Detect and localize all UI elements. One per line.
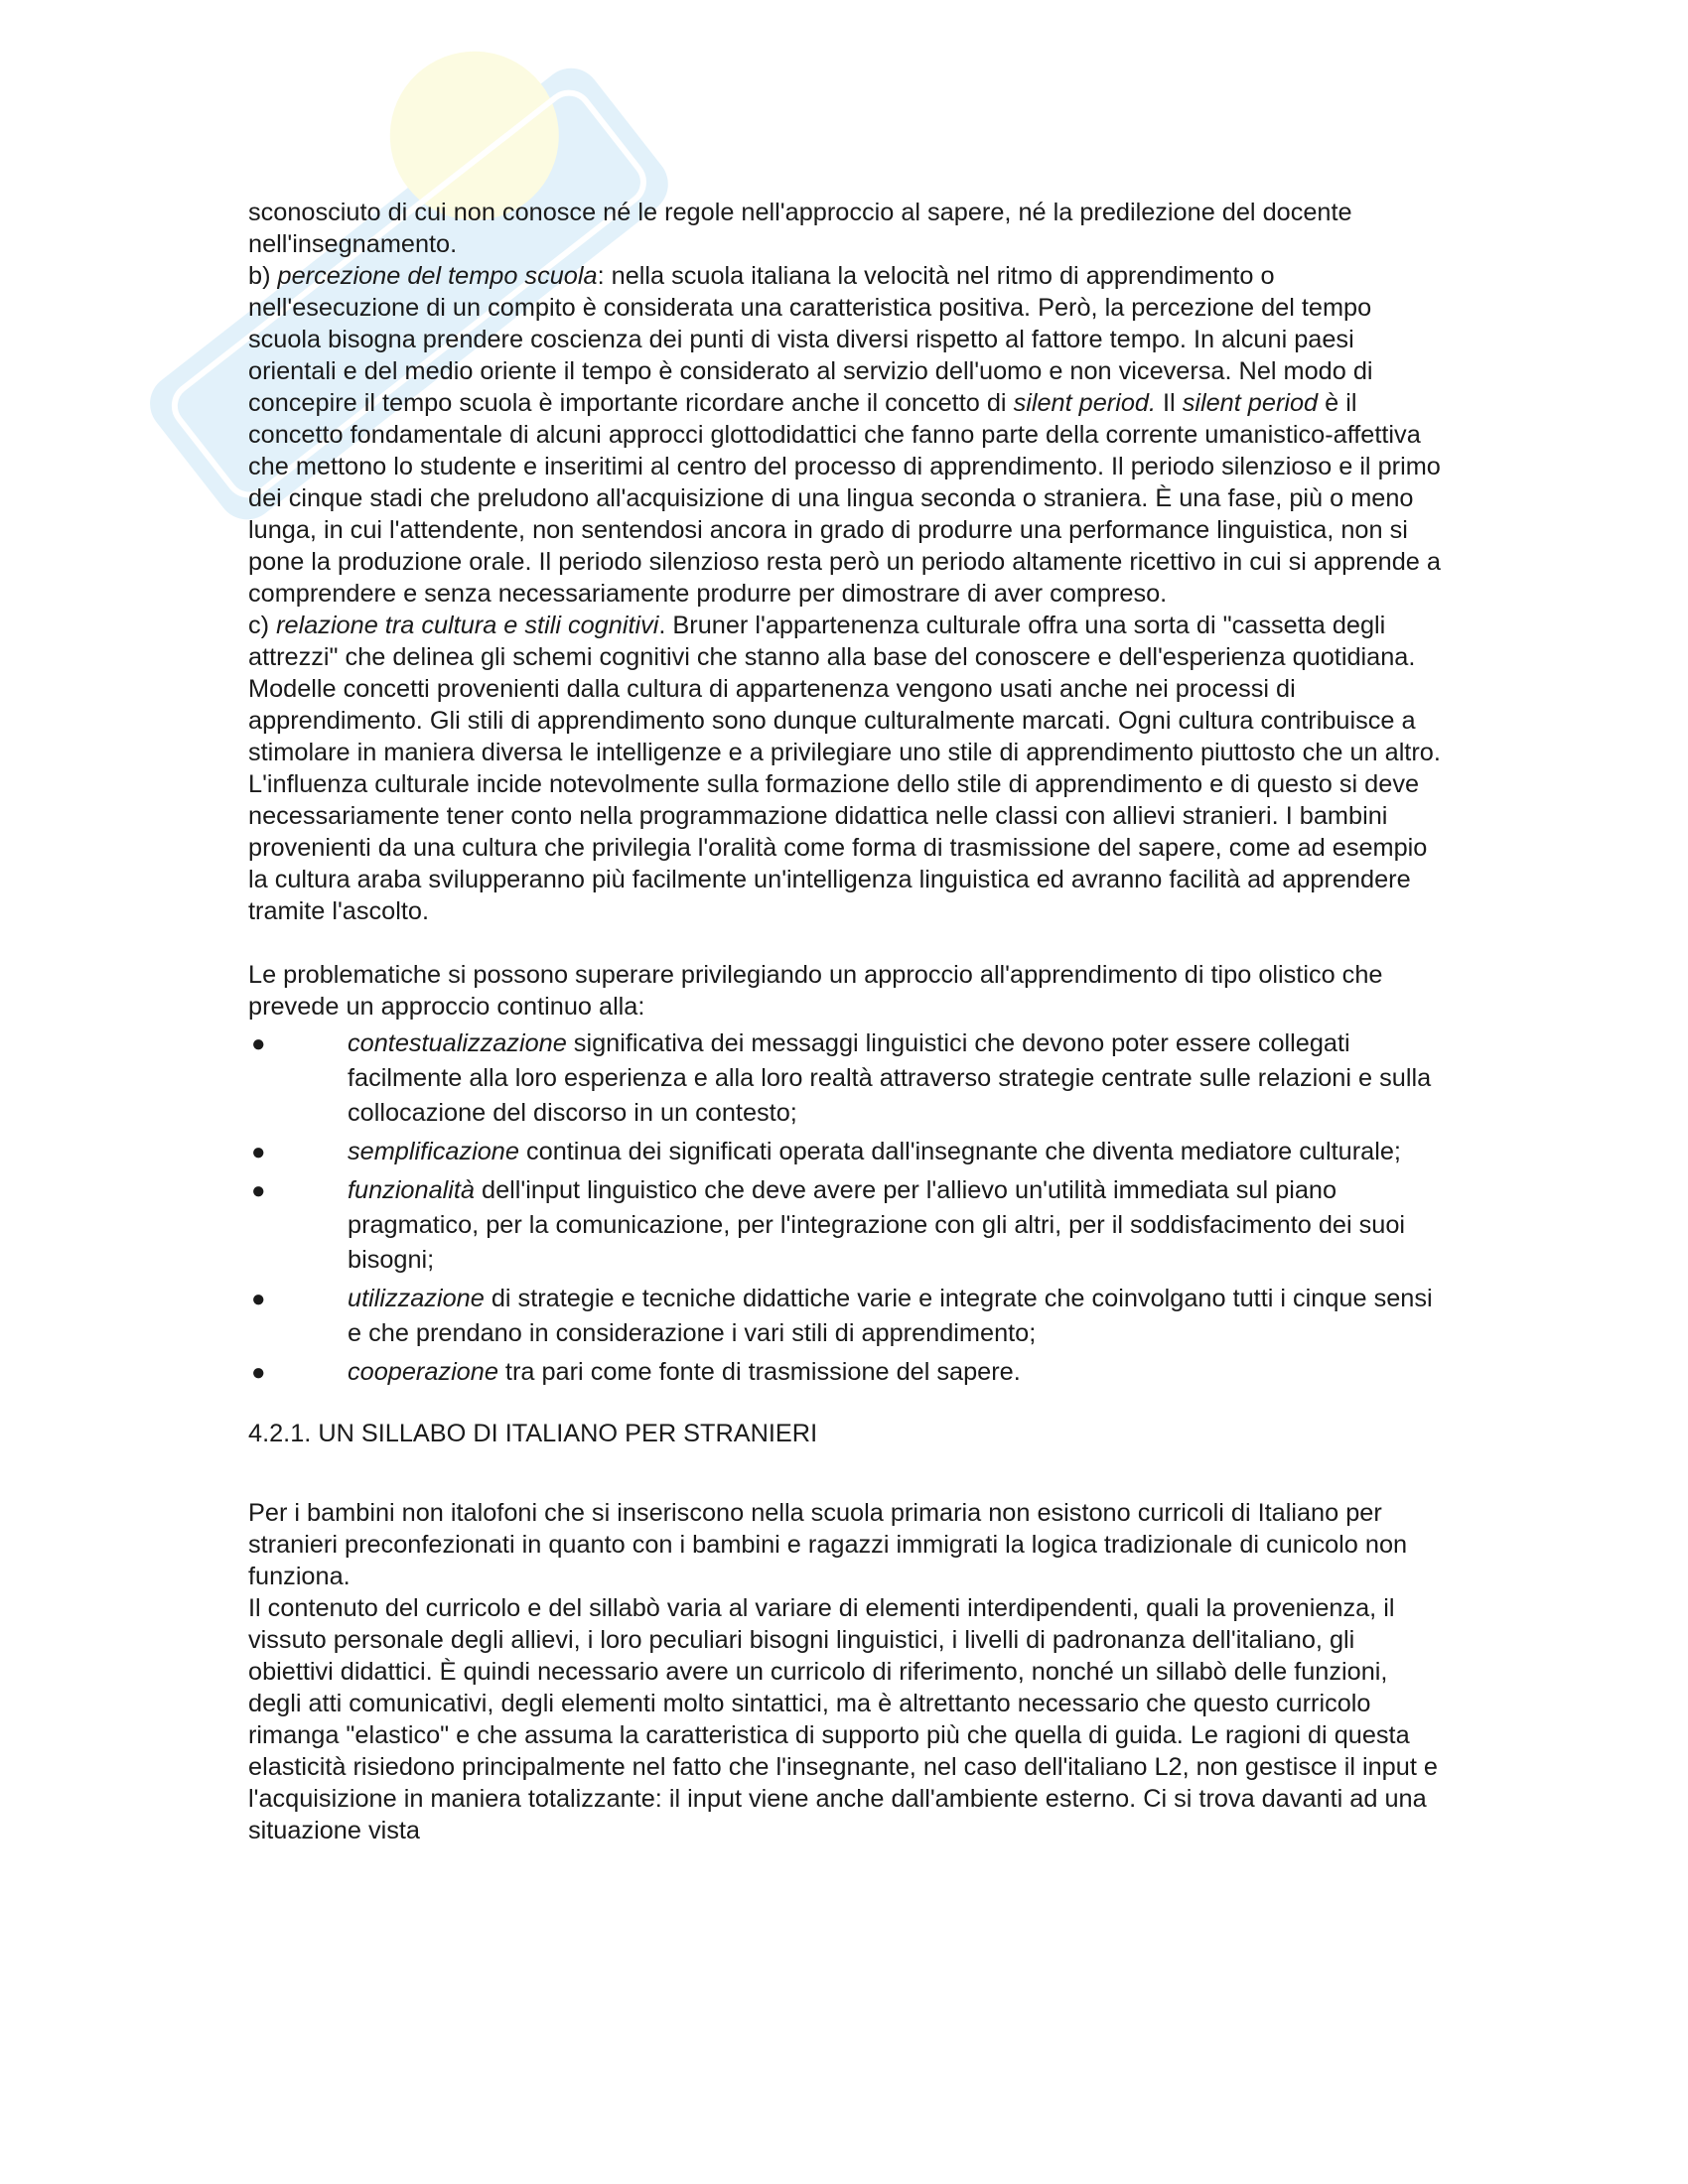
list-item-text: dell'input linguistico che deve avere per l'allievo un'utilità immediata sul piano pragmatico, per la comunicazione, per l'integrazione con gli altri, per il soddisfacimento dei suoi bisogni;: [348, 1176, 1406, 1274]
section-heading: 4.2.1. UN SILLABO DI ITALIANO PER STRANIERI: [248, 1420, 818, 1447]
document-page: [248, 197, 1445, 1846]
paragraph: [248, 197, 1445, 260]
list-item: [248, 1026, 1445, 1131]
paragraph: Per i bambini non italofoni che si inseriscono nella scuola primaria non esistono curricoli di Italiano per stranieri preconfezionati in quanto con i bambini e ragazzi immigrati la logica tradizionale di cunicolo non funziona.: [248, 1499, 1408, 1590]
bullet-icon: ●: [251, 1359, 266, 1386]
list-item: [248, 1135, 1445, 1169]
text-segment: c): [248, 612, 277, 639]
italic-text-segment: relazione tra cultura e stili cognitivi: [276, 612, 659, 639]
bullet-icon: ●: [251, 1177, 266, 1204]
text-segment: Il: [1156, 389, 1183, 417]
list-item-text: tra pari come fonte di trasmissione del sapere.: [497, 1358, 1021, 1386]
text-segment: : nella scuola italiana la velocità nel ritmo di apprendimento o nell'esecuzione di un compito è considerata una caratteristica positiva. Però, la percezione del tempo scuola bisogna prendere coscienza dei punti di vista diversi rispetto al fattore tempo. In alcuni paesi orientali e del medio oriente il tempo è considerato al servizio dell'uomo e non viceversa. Nel modo di concepire il tempo scuola è importante ricordare anche il concetto di: [248, 262, 1373, 417]
text-segment: sconosciuto di cui non conosce né le regole nell'approccio al sapere, né la predilezione del docente nell'insegnamento.: [248, 199, 1352, 258]
italic-text-segment: silent period.: [1013, 389, 1156, 417]
text-segment: è il concetto fondamentale di alcuni approcci glottodidattici che fanno parte della corrente umanistico-affettiva che mettono lo studente e inseritimi al centro del processo di apprendimento. Il periodo silenzioso e il primo dei cinque stadi che preludono all'acquisizione di una lingua seconda o straniera. È una fase, più o meno lunga, in cui l'attendente, non sentendosi ancora in grado di produrre una performance linguistica, non si pone la produzione orale. Il periodo silenzioso resta però un periodo altamente ricettivo in cui si apprende a comprendere e senza necessariamente produrre per dimostrare di aver compreso.: [248, 389, 1441, 608]
text-segment: b): [248, 262, 278, 290]
list-item: [248, 1355, 1445, 1390]
list-item-term: cooperazione: [348, 1358, 498, 1386]
bullet-icon: ●: [251, 1139, 266, 1165]
paragraph: [248, 260, 1445, 610]
paragraph: [248, 610, 1445, 927]
paragraph: Il contenuto del curricolo e del sillabò varia al variare di elementi interdipendenti, quali la provenienza, il vissuto personale degli allievi, i loro peculiari bisogni linguistici, i livelli di padronanza dell'italiano, gli obiettivi didattici. È quindi necessario avere un curricolo di riferimento, nonché un sillabò delle funzioni, degli atti comunicativi, degli elementi molto sintattici, ma è altrettanto necessario che questo curricolo rimanga "elastico" e che assuma la caratteristica di supporto più che quella di guida. Le ragioni di questa elasticità risiedono principalmente nel fatto che l'insegnante, nel caso dell'italiano L2, non gestisce il input e l'acquisizione in maniera totalizzante: il input viene anche dall'ambiente esterno. Ci si trova davanti ad una situazione vista: [248, 1594, 1438, 1844]
list-item: [248, 1282, 1445, 1351]
intro-paragraph: Le problematiche si possono superare privilegiando un approccio all'apprendimento di tipo olistico che prevede un approccio continuo alla:: [248, 961, 1383, 1021]
list-item-term: funzionalità: [348, 1176, 475, 1204]
top-paragraphs: [248, 197, 1445, 927]
list-item-text: significativa dei messaggi linguistici che devono poter essere collegati facilmente alla loro esperienza e alla loro realtà attraverso strategie centrate sulle relazioni e sulla collocazione del discorso in un contesto;: [348, 1029, 1432, 1127]
italic-text-segment: silent period: [1182, 389, 1319, 417]
bullet-icon: ●: [251, 1030, 266, 1057]
text-segment: . Bruner l'appartenenza culturale offra una sorta di "cassetta degli attrezzi" che delinea gli schemi cognitivi che stanno alla base del conoscere e dell'esperienza quotidiana. Modelle concetti provenienti dalla cultura di appartenenza vengono usati anche nei processi di apprendimento. Gli stili di apprendimento sono dunque culturalmente marcati. Ogni cultura contribuisce a stimolare in maniera diversa le intelligenze e a privilegiare uno stile di apprendimento piuttosto che un altro. L'influenza culturale incide notevolmente sulla formazione dello stile di apprendimento e di questo si deve necessariamente tener conto nella programmazione didattica nelle classi con allievi stranieri. I bambini provenienti da una cultura che privilegia l'oralità come forma di trasmissione del sapere, come ad esempio la cultura araba svilupperanno più facilmente un'intelligenza linguistica ed avranno facilità ad apprendere tramite l'ascolto.: [248, 612, 1441, 925]
list-item-text: continua dei significati operata dall'insegnante che diventa mediatore culturale;: [518, 1138, 1401, 1165]
bullet-icon: ●: [251, 1286, 266, 1312]
list-item-term: contestualizzazione: [348, 1029, 567, 1057]
list-item-term: utilizzazione: [348, 1285, 485, 1312]
list-item-text: di strategie e tecniche didattiche varie e integrate che coinvolgano tutti i cinque sensi e che prendano in considerazione i vari stili di apprendimento;: [348, 1285, 1433, 1347]
bullet-list: [248, 1026, 1445, 1390]
italic-text-segment: percezione del tempo scuola: [277, 262, 598, 290]
list-item-term: semplificazione: [348, 1138, 519, 1165]
list-item: [248, 1173, 1445, 1278]
